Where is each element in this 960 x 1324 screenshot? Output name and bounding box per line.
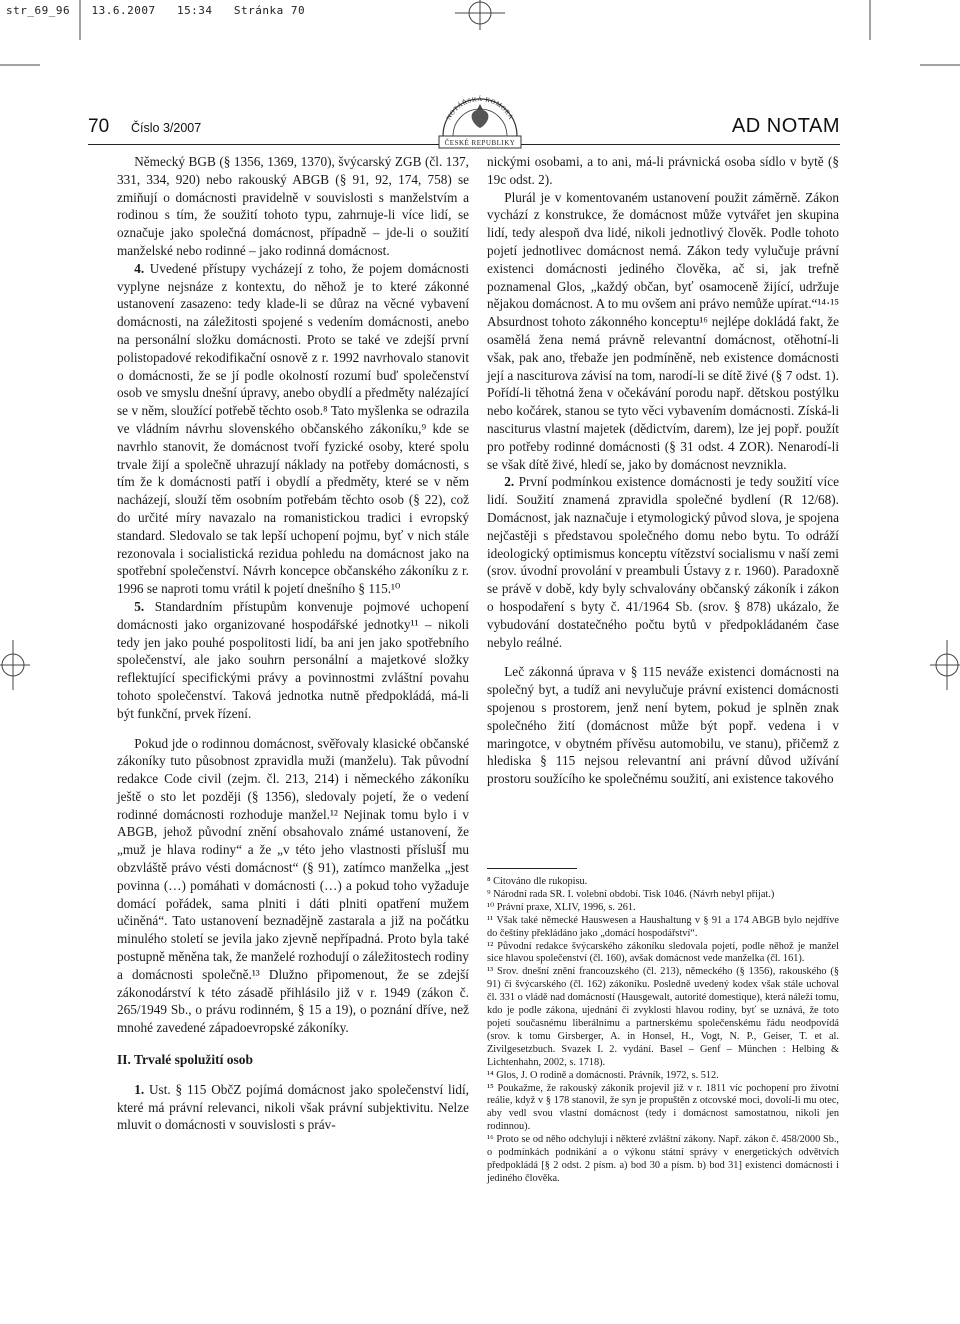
footnote-14: ¹⁴ Glos, J. O rodině a domácnosti. Právník, 1972, s. 512.	[487, 1069, 719, 1081]
svg-text:ČESKÉ REPUBLIKY: ČESKÉ REPUBLIKY	[444, 139, 516, 147]
paragraph-ii-1	[117, 1081, 469, 1134]
paragraph-intro: Německý BGB (§ 1356, 1369, 1370), švýcarský ZGB (čl. 137, 331, 334, 920) nebo rakouský ABGB (§ 91, 92, 174, 758) se zmiňují o domácnosti pravidelně v souvislosti s manželstvím a rodinou s tím, že soužití tohoto typu, zahrnuje-li více lidí, se označuje jako společná domácnost, případně – jde-li o soužití manželské nebo rodinné – jako rodinná domácnost.	[117, 154, 469, 258]
crop-mark-top-left	[70, 0, 90, 40]
crop-mark-right-h	[920, 60, 960, 70]
footnote-11: ¹¹ Však také německé Hauswesen a Haushaltung v § 91 a 174 ABGB bylo nejdříve do češtiny překládáno jako „domácí hospodářství“.	[487, 914, 839, 939]
left-column	[117, 153, 469, 1134]
paragraph-plural: Plurál je v komentovaném ustanovení použit záměrně. Zákon vychází z konstrukce, že domácnost může vytvářet jen skupina lidí, tedy alespoň dva lidé, nikoli jednotlivý člověk. Podle tohoto pojetí jednotlivec domácnost nemá. Zákon tedy vylučuje právní existenci domácnosti jediného člověka, ač si, jak trefně poznamenal Glos, „každý občan, byť osamoceně žijící, udržuje nějakou domácnost. A to mu ovšem ani právo nemůže upírat.“¹⁴·¹⁵ Absurdnost tohoto zákonného konceptu¹⁶ nejlépe dokládá fakt, že osamělá žena nemá právně relevantní domácnost, otěhotní-li však, pak ano, třebaže jen podmíněně, neb existence domácnosti její a nasciturova závisí na tom, narodí-li se dítě živé (§ 7 odst. 1). Pořídí-li těhotná žena v očekávání porodu např. dětskou postýlku nebo kočárek, stanou se tyto věci vybavením domácnosti. Získá-li nasciturus vlastní majetek (dědictvím, darem), lze jej popř. použít pro potřeby rodinné domácnosti (§ 31 odst. 4 ZOR). Nenarodí-li se však dítě živé, hledí se, jako by domácnost nevznikla.	[487, 189, 839, 472]
paragraph-2-number: 2.	[504, 474, 515, 490]
footnote-rule	[487, 868, 577, 869]
registration-mark-top	[455, 0, 505, 30]
right-column	[487, 153, 839, 788]
footnote-12: ¹² Původní redakce švýcarského zákoníku sledovala pojetí, podle něhož je manžel sice hlavou společenství (čl. 160), avšak domácnost vede manželka (čl. 161).	[487, 940, 839, 965]
footnote-16: ¹⁶ Proto se od něho odchylují i některé zvláštní zákony. Např. zákon č. 458/2000 Sb., o podmínkách podnikání a o výkonu státní správy v energetických odvětvích předpokládá [§ 2 odst. 2 písm. a) bod 30 a písm. b) bod 31] existenci domácnosti i jediného člověka.	[487, 1134, 839, 1184]
notary-chamber-emblem	[435, 88, 525, 155]
paragraph-ii-1-text: Ust. § 115 ObčZ pojímá domácnost jako společenství lidí, které má právní relevanci, nikoli však právní subjektivitu. Nelze mluvit o domácnosti v souvislosti s práv-	[117, 1081, 469, 1133]
crop-mark-left-h	[0, 60, 40, 70]
page-number: 70	[88, 116, 110, 137]
paragraph-4	[117, 260, 469, 598]
paragraph-4-text: Uvedené přístupy vycházejí z toho, že pojem domácnosti vyplyne nejsnáze z kontextu, do něhož je to které zákonné ustanovení zasazeno: tedy klade-li se důraz na věcné vybavení domácnosti, na záležitosti spojené s vedením domácnosti, anebo na personální složku domácnosti. Proto se také ve zdejší první polistopadové rekodifikační osnově z r. 1992 navrhovalo stanovit o domácnosti, že se jí podle okolností rozumí buď společenství osob ve smyslu dnešní úpravy, anebo obydlí a předměty nalézající se v něm, sloužící potřebě těchto osob.⁸ Tato myšlenka se odrazila ve vládním návrhu slovenského občanského zákoníku,⁹ kde se navrhlo stanovit, že domácnost tvoří fyzické osoby, které spolu trvale žijí a společně uhrazují náklady na potřeby domácnosti, s tím že k domácnosti patří i obydlí a předměty, které se v něm nacházejí, slouží těm osobním potřebám těchto osob (§ 22), což do určité míry navazalo na romanistickou tradici i evropský standard. Sledovalo se tak lepší uchopení pojmu, byť v nich stále rezonovala i socialistická rezidua pohledu na domácnost jako na spotřební společenství. Návrh koncepce občanského zákoníku z r. 1996 se naproti tomu vrátil k pojetí dnešního § 115.¹⁰	[117, 260, 469, 597]
paragraph-5	[117, 598, 469, 723]
footnote-13: ¹³ Srov. dnešní znění francouzského (čl. 213), německého (§ 1356), rakouského (§ 91) či švýcarského (čl. 162) zákoníku. Posledně uvedený kodex však stále uchoval čl. 331 o vládě nad domácností (Hausgewalt, autorité domestique), která náleží tomu, kdo je podle zákona, ujednání či zvyklosti hlavou rodiny, byť se uznává, že toto pojetí současnému liberálnímu a partnerskému společenskému řádu neodpovídá (srov. k tomu Girsberger, A. in Honsel, H., Vogt, N. P., Geiser, T. et al. Zivilgesetzbuch. Svazek I. 2. vydání. Basel – Genf – München : Helbing & Lichtenhahn, 2002, s. 1718).	[487, 966, 839, 1068]
paragraph-2	[487, 473, 839, 651]
paragraph-5-number: 5.	[134, 598, 145, 614]
paragraph-4-number: 4.	[134, 260, 145, 276]
journal-title: AD NOTAM	[731, 115, 840, 137]
registration-mark-right	[930, 640, 960, 690]
section-heading: II. Trvalé spolužití osob	[117, 1052, 254, 1068]
paragraph-6: Pokud jde o rodinnou domácnost, svěřovaly klasické občanské zákoníky tuto působnost zpravidla muži (manželu). Tak původní redakce Code civil (zejm. čl. 213, 214) i německého zákoníku ještě o sto let později (§ 1356), sledovaly pojetí, že o vedení rodinné domácnosti rozhoduje manžel.¹² Nejinak tomu bylo i v ABGB, jehož původní znění obsahovalo známé ustanovení, že „muž je hlava rodiny“ a že „v této jeho vlastnosti příslušÍ mu obzvláště právo vésti domácnost“ (§ 91), zatímco manželka „jest povinna (…) pomáhati v domácnosti (…) a pokud toho vyžaduje domácí pořádek, sama plniti i dáti plniti opatření mužem učiněná“. Tato ustanovení beznadějně zastarala a již na počátku minulého století se jevila jako zjevně nepřípadná. Proto byla také postupně měněna tak, že manželé rozhodují o záležitostech rodiny a domácnosti společně.¹³ Dlužno připomenout, že se zdejší zákonodárství k této zásadě přihlásilo již v r. 1949 (zákon č. 265/1949 Sb., o právu rodinném, § 15 a 19), o poznání dříve, než mnohé zavedené západoevropské zákoníky.	[117, 735, 469, 1036]
footnotes	[487, 876, 839, 1186]
footnote-15: ¹⁵ Poukažme, že rakouský zákoník projevil již v r. 1811 víc pochopení pro životní reálie, když v § 178 stanovil, že syn je propuštěn z otcovské moci, dovolí-li mu otec, aby vedl svou vlastní domácnost (tedy i domácnost samostatnou, nikoli jen rodinnou).	[487, 1082, 839, 1133]
footnote-10: ¹⁰ Právní praxe, XLIV, 1996, s. 261.	[487, 901, 636, 913]
registration-mark-left	[0, 640, 30, 690]
paragraph-2-text: První podmínkou existence domácnosti je tedy soužití více lidí. Soužití znamená zpravidla společné bydlení (R 12/68). Domácnost, jak naznačuje i etymologický původ slova, je spojena nejčastěji s představou společného domu nebo bytu. To odráží ideologický optimismus konceptu vítězství socialismu v naší zemi (srov. úvodní provolání v preambuli Ústavy z r. 1960). Paradoxně se právě v době, kdy byly schvalovány občanský zákoník i zákon o hospodaření s byty č. 41/1964 Sb. (srov. § 878) ukázalo, že vybudování dostatečného počtu bytů v předpokládaném čase nebylo reálné.	[487, 474, 839, 650]
footnote-9: ⁹ Národní rada SR. I. volební období. Tisk 1046. (Návrh nebyl přijat.)	[487, 888, 775, 900]
print-slug: str_69_96 13.6.2007 15:34 Stránka 70	[6, 4, 306, 17]
paragraph-5-text: Standardním přístupům konvenuje pojmové uchopení domácnosti jako organizované hospodářské jednotky¹¹ – nikoli tedy jen jako pouhé pospolitosti lidí, ba ani jen jako spotřebního společenství, ale jako souhrn personální a majetkové složky reflektující specifickými právy a povinnostmi zvláštní povahu tohoto společenství. Taková jednotka nutně předpokládá, má-li být funkční, prvek řízení.	[117, 598, 469, 721]
paragraph-lec: Leč zákonná úprava v § 115 neváže existenci domácnosti na společný byt, a tudíž ani nevylučuje právní existenci domácnosti spojenou s prostorem, jenž není bytem, pokud je splněn znak společného žití (domácnost může být popř. vedena i v maringotce, v obytném přívěsu automobilu, ve stanu), přičemž z hlediska § 115 nejsou relevantní ani právní důvod užívání prostoru soužícího ke společnému soužití, ani existence takového	[487, 664, 839, 787]
paragraph-ii-1-number: 1.	[134, 1081, 145, 1097]
svg-text:NOTÁŘSKÁ KOMORA: NOTÁŘSKÁ KOMORA	[445, 95, 515, 122]
footnote-8: ⁸ Citováno dle rukopisu.	[487, 876, 588, 887]
crop-mark-top-right	[860, 0, 880, 40]
paragraph-continued: nickými osobami, a to ani, má-li právnická osoba sídlo v bytě (§ 19c odst. 2).	[487, 154, 839, 187]
issue-label: Číslo 3/2007	[131, 121, 202, 135]
